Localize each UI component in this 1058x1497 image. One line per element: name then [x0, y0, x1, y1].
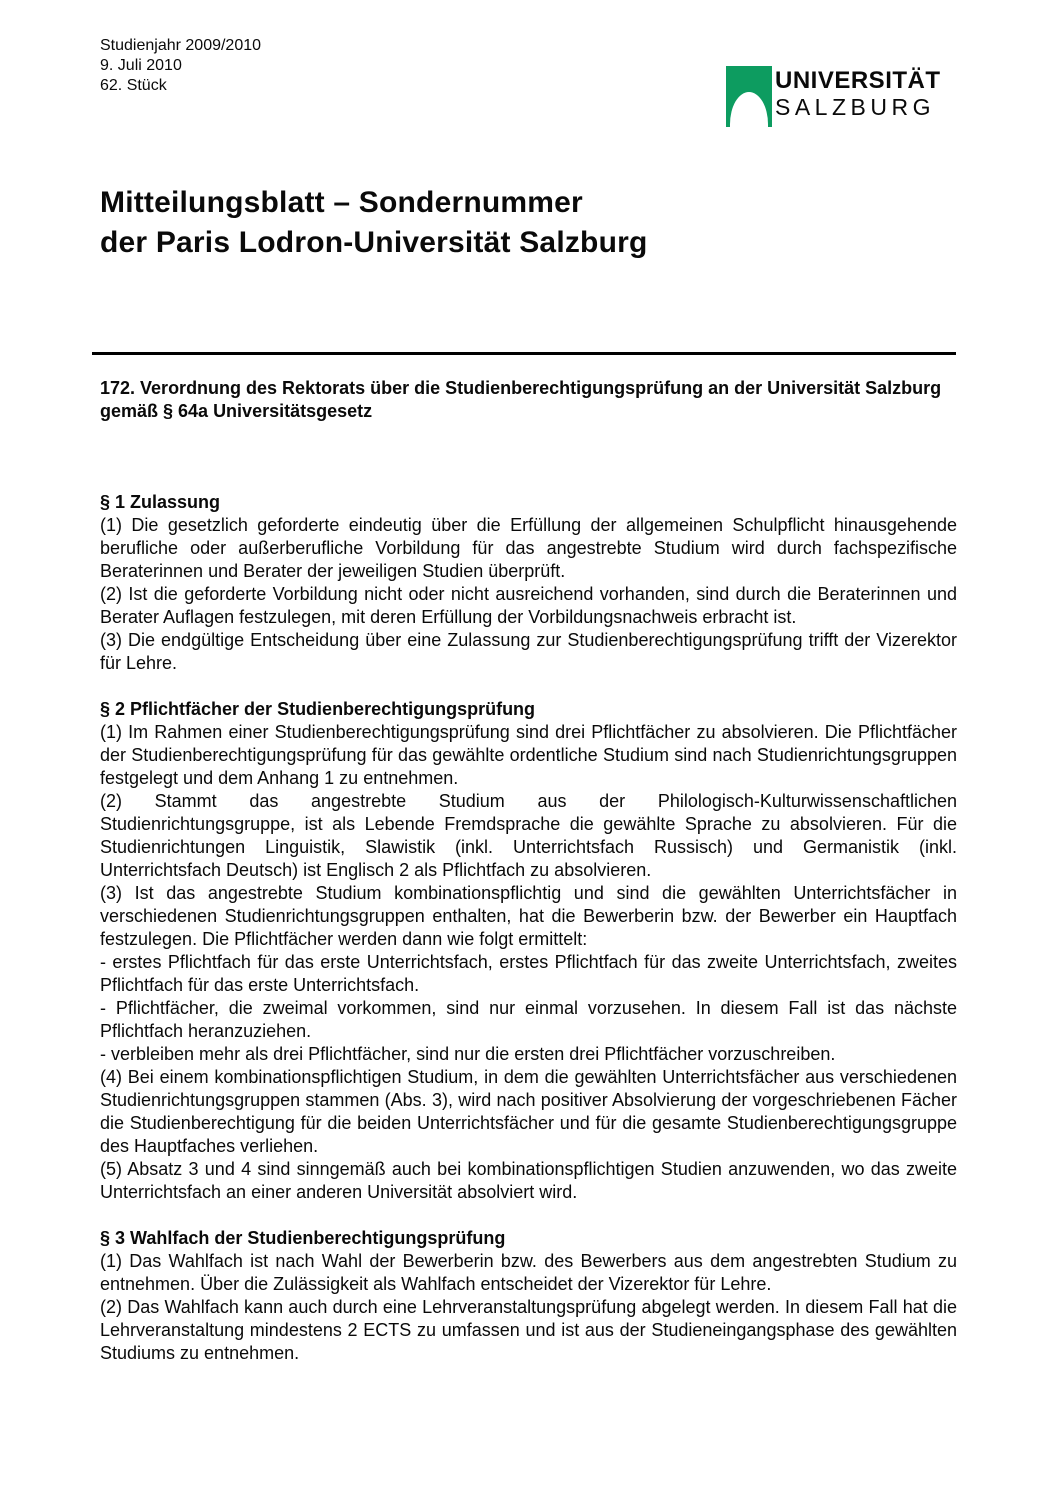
university-logo — [726, 66, 941, 127]
issue-info — [100, 36, 261, 96]
paragraph: (2) Stammt das angestrebte Studium aus der Philologisch-Kulturwissenschaftlichen Studienrichtungsgruppe, ist als Lebende Fremdsprache die gewählte Sprache zu absolvieren. Für die Studienrichtungen Linguistik, Slawistik (inkl. Unterrichtsfach Russisch) und Germanistik (inkl. Unterrichtsfach Deutsch) ist Englisch 2 als Pflichtfach zu absolvieren. — [100, 791, 957, 880]
paragraph: (4) Bei einem kombinationspflichtigen Studium, in dem die gewählten Unterrichtsfächer aus verschiedenen Studienrichtungsgruppen stammen (Abs. 3), wird nach positiver Absolvierung der vorgeschriebenen Fächer die Studienberechtigung für die beiden Unterrichtsfächer und für die gesamte Studienberechtigungsgruppe des Hauptfaches verliehen. — [100, 1067, 957, 1156]
page-title — [100, 183, 648, 263]
paragraph: (2) Das Wahlfach kann auch durch eine Lehrveranstaltungsprüfung abgelegt werden. In diesem Fall hat die Lehrveranstaltung mindestens 2 ECTS zu umfassen und ist aus der Studieneingangsphase des gewählten Studiums zu entnehmen. — [100, 1297, 957, 1363]
university-logo-mark-icon — [726, 66, 772, 127]
section-heading: § 3 Wahlfach der Studienberechtigungsprüfung — [100, 1228, 506, 1248]
horizontal-rule — [92, 352, 956, 355]
page-title-line1: Mitteilungsblatt – Sondernummer — [100, 186, 583, 219]
paragraph: (5) Absatz 3 und 4 sind sinngemäß auch bei kombinationspflichtigen Studien anzuwenden, wo das zweite Unterrichtsfach an einer anderen Universität absolviert wird. — [100, 1159, 957, 1202]
regulation-body — [100, 491, 957, 1365]
paragraph: (2) Ist die geforderte Vorbildung nicht oder nicht ausreichend vorhanden, sind durch die Beraterinnen und Berater Auflagen festzulegen, mit deren Erfüllung der Vorbildungsnachweis erbracht ist. — [100, 584, 957, 627]
page-title-line2: der Paris Lodron-Universität Salzburg — [100, 226, 648, 259]
list-item: - Pflichtfächer, die zweimal vorkommen, sind nur einmal vorzusehen. In diesem Fall ist das nächste Pflichtfach heranzuziehen. — [100, 998, 957, 1041]
paragraph: (1) Im Rahmen einer Studienberechtigungsprüfung sind drei Pflichtfächer zu absolvieren. Die Pflichtfächer der Studienberechtigungsprüfung für das gewählte ordentliche Studium sind nach Studienrichtungsgruppen festgelegt und dem Anhang 1 zu entnehmen. — [100, 722, 957, 788]
issue-study-year: Studienjahr 2009/2010 — [100, 37, 262, 54]
university-logo-line1: UNIVERSITÄT — [775, 67, 941, 94]
paragraph: (1) Die gesetzlich geforderte eindeutig über die Erfüllung der allgemeinen Schulpflicht hinausgehende berufliche oder außerberufliche Vorbildung für das angestrebte Studium wird durch fachspezifische Beraterinnen und Berater der jeweiligen Studien überprüft. — [100, 515, 957, 581]
paragraph: (3) Die endgültige Entscheidung über eine Zulassung zur Studienberechtigungsprüfung trifft der Vizerektor für Lehre. — [100, 630, 957, 673]
section-heading: § 1 Zulassung — [100, 492, 221, 512]
university-logo-text — [775, 66, 941, 121]
paragraph: (1) Das Wahlfach ist nach Wahl der Bewerberin bzw. des Bewerbers aus dem angestrebten Studium zu entnehmen. Über die Zulässigkeit als Wahlfach entscheidet der Vizerektor für Lehre. — [100, 1251, 957, 1294]
section-2-pflichtfaecher — [100, 698, 957, 1204]
list-item: - erstes Pflichtfach für das erste Unterrichtsfach, erstes Pflichtfach für das zweite Unterrichtsfach, zweites Pflichtfach für das erste Unterrichtsfach. — [100, 952, 957, 995]
paragraph: (3) Ist das angestrebte Studium kombinationspflichtig und sind die gewählten Unterrichtsfächer in verschiedenen Studienrichtungsgruppen enthalten, hat die Bewerberin bzw. der Bewerber ein Hauptfach festzulegen. Die Pflichtfächer werden dann wie folgt ermittelt: — [100, 883, 957, 949]
issue-date: 9. Juli 2010 — [100, 57, 182, 74]
ordinance-heading: 172. Verordnung des Rektorats über die Studienberechtigungsprüfung an der Universität Salzburg gemäß § 64a Universitätsgesetz — [100, 378, 942, 421]
list-item: - verbleiben mehr als drei Pflichtfächer, sind nur die ersten drei Pflichtfächer vorzuschreiben. — [100, 1044, 836, 1064]
section-1-zulassung — [100, 491, 957, 675]
university-logo-line2: SALZBURG — [775, 94, 935, 120]
section-heading: § 2 Pflichtfächer der Studienberechtigungsprüfung — [100, 699, 536, 719]
dome-icon — [730, 92, 768, 127]
issue-number: 62. Stück — [100, 77, 167, 94]
section-3-wahlfach — [100, 1227, 957, 1365]
